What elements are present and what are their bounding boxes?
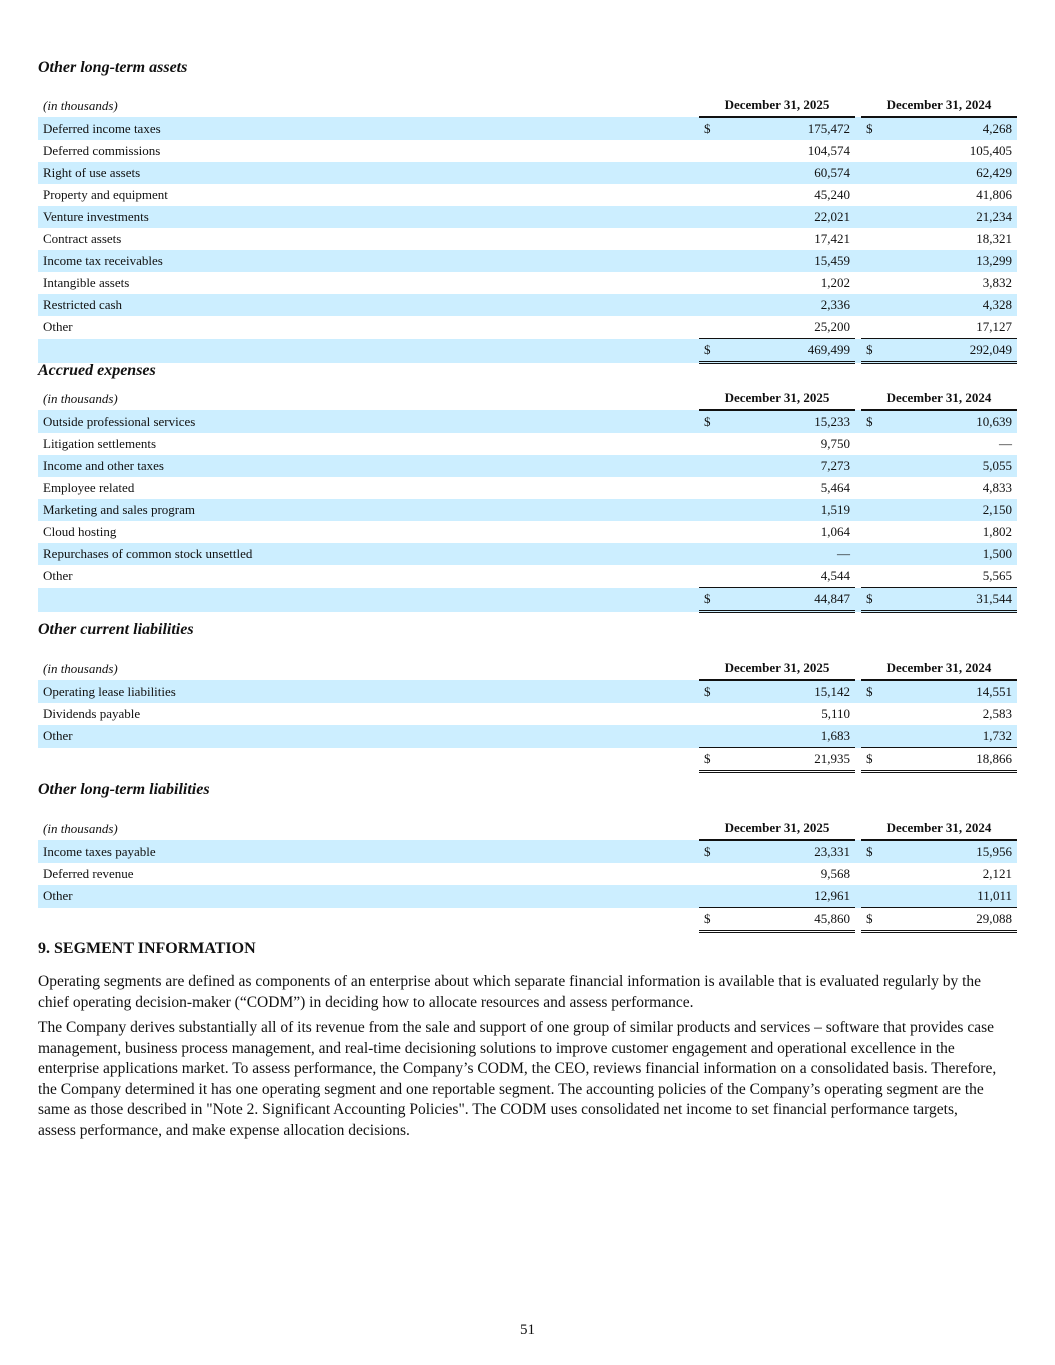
table-row [38,863,1017,885]
table-row [38,410,1017,433]
row-label: Outside professional services [38,410,699,433]
table-total-row [38,339,1017,363]
value-2025: 1,683 [726,725,855,748]
value-2025: 23,331 [726,840,855,863]
row-label: Marketing and sales program [38,499,699,521]
column-header-2024: December 31, 2024 [861,657,1017,680]
currency-symbol: $ [699,748,726,772]
total-label [38,748,699,772]
value-2024: 4,268 [888,117,1017,140]
value-2024: 5,565 [982,568,1012,583]
currency-symbol: $ [699,840,726,863]
currency-symbol: $ [861,410,888,433]
segment-information-heading: 9. SEGMENT INFORMATION [38,940,256,957]
table-row [38,521,1017,543]
table-row [38,725,1017,748]
value-2024: 4,833 [982,480,1012,495]
row-label: Contract assets [43,231,122,246]
table-accrued-expenses [38,387,1017,613]
value-2024: 15,956 [888,840,1017,863]
currency-symbol [861,521,888,543]
table-other-long-term-assets [38,94,1017,364]
value-2025: 5,464 [820,480,850,495]
value-2025: 15,142 [726,680,855,703]
column-header-2025: December 31, 2025 [699,817,855,840]
total-label [38,588,699,612]
table-row [38,117,1017,140]
row-label: Repurchases of common stock unsettled [38,543,699,565]
currency-symbol [699,703,726,725]
value-2024: 2,583 [982,706,1012,721]
row-label: Other [38,885,699,908]
currency-symbol [699,206,726,228]
table-row [38,543,1017,565]
row-label: Other [43,568,73,584]
page-number: 51 [520,1322,535,1338]
value-2025: — [726,543,855,565]
row-label: Deferred commissions [43,143,161,158]
column-header-2025: December 31, 2025 [699,657,855,680]
total-2024: 29,088 [888,908,1017,932]
currency-symbol: $ [861,680,888,703]
value-2025: 60,574 [726,162,855,184]
value-2025: 5,110 [821,706,850,721]
table-row [38,455,1017,477]
table-total-row [38,748,1017,772]
row-label: Property and equipment [43,187,168,202]
total-2025: 45,860 [726,908,855,932]
unit-label: (in thousands) [43,390,118,406]
table-row [38,294,1017,316]
currency-symbol [699,455,726,477]
value-2024: 4,328 [888,294,1017,316]
section-title-accrued-expenses: Accrued expenses [38,362,156,379]
table-row [38,272,1017,294]
currency-symbol: $ [699,908,726,932]
value-2024: 10,639 [888,410,1017,433]
value-2025: 1,202 [820,275,850,290]
value-2024: 2,121 [982,866,1012,881]
table-row [38,885,1017,908]
row-label: Litigation settlements [43,436,157,451]
row-label: Operating lease liabilities [38,680,699,703]
table-header-row [38,94,1017,117]
currency-symbol: $ [861,908,888,932]
row-label: Other [38,725,699,748]
row-label: Dividends payable [43,706,141,721]
currency-symbol: $ [699,680,726,703]
value-2025: 12,961 [726,885,855,908]
row-label: Deferred revenue [43,866,134,881]
unit-label: (in thousands) [43,97,118,113]
currency-symbol [861,206,888,228]
currency-symbol [861,863,888,885]
table-row [38,433,1017,455]
table-row [38,477,1017,499]
total-2025: 21,935 [726,748,855,772]
currency-symbol [699,543,726,565]
currency-symbol [699,162,726,184]
value-2025: 1,064 [820,524,850,539]
currency-symbol [861,885,888,908]
currency-symbol [699,521,726,543]
currency-symbol [699,499,726,521]
table-row [38,840,1017,863]
value-2024: 1,500 [888,543,1017,565]
value-2024: 2,150 [888,499,1017,521]
currency-symbol [861,316,888,339]
currency-symbol [861,499,888,521]
currency-symbol: $ [699,339,726,363]
section-title-other-long-term-liabilities: Other long-term liabilities [38,781,210,798]
row-label: Deferred income taxes [38,117,699,140]
value-2024: 105,405 [969,143,1012,158]
value-2024: 18,321 [976,231,1012,246]
value-2025: 104,574 [807,143,850,158]
currency-symbol [699,477,726,499]
currency-symbol [699,228,726,250]
value-2025: 9,750 [820,436,850,451]
value-2024: 41,806 [976,187,1012,202]
value-2024: 17,127 [976,319,1012,334]
table-header-row [38,657,1017,680]
table-row [38,565,1017,588]
table-row [38,703,1017,725]
currency-symbol [861,433,888,455]
value-2025: 9,568 [820,866,850,881]
currency-symbol [699,140,726,162]
value-2024: 1,802 [982,524,1012,539]
table-row [38,316,1017,339]
currency-symbol [861,565,888,588]
value-2025: 175,472 [726,117,855,140]
table-header-row [38,817,1017,840]
currency-symbol: $ [699,588,726,612]
value-2025: 22,021 [726,206,855,228]
value-2025: 4,544 [820,568,850,583]
currency-symbol: $ [699,410,726,433]
currency-symbol [699,184,726,206]
currency-symbol [699,433,726,455]
table-row [38,250,1017,272]
total-2025: 469,499 [726,339,855,363]
currency-symbol: $ [699,117,726,140]
section-title-other-current-liabilities: Other current liabilities [38,621,194,638]
row-label: Income tax receivables [38,250,699,272]
value-2024: 14,551 [888,680,1017,703]
value-2024: 3,832 [982,275,1012,290]
row-label: Income taxes payable [38,840,699,863]
value-2024: — [999,436,1012,451]
row-label: Intangible assets [43,275,130,290]
currency-symbol [861,228,888,250]
currency-symbol [699,863,726,885]
column-header-2024: December 31, 2024 [861,817,1017,840]
currency-symbol [861,703,888,725]
currency-symbol: $ [861,588,888,612]
section-title-other-long-term-assets: Other long-term assets [38,59,188,76]
column-header-2025: December 31, 2025 [699,387,855,410]
total-2025: 44,847 [726,588,855,612]
row-label: Other [43,319,73,335]
table-row [38,140,1017,162]
segment-paragraph-1: Operating segments are defined as components of an enterprise about which separate financial information is available that is evaluated regularly by the chief operating decision-maker (“CODM”) in deciding how to allocate resources and assess performance. [38,973,982,1011]
column-header-2024: December 31, 2024 [861,94,1017,117]
currency-symbol [699,725,726,748]
row-label: Cloud hosting [43,524,117,539]
currency-symbol: $ [861,840,888,863]
unit-label: (in thousands) [43,820,118,836]
currency-symbol [861,250,888,272]
unit-label: (in thousands) [43,660,118,676]
value-2025: 7,273 [726,455,855,477]
currency-symbol [861,162,888,184]
table-row [38,228,1017,250]
value-2024: 5,055 [888,455,1017,477]
total-2024: 31,544 [888,588,1017,612]
currency-symbol [861,140,888,162]
total-2024: 292,049 [888,339,1017,363]
currency-symbol: $ [861,117,888,140]
currency-symbol [861,294,888,316]
row-label: Employee related [43,480,135,495]
table-row [38,184,1017,206]
currency-symbol [699,294,726,316]
currency-symbol [699,885,726,908]
total-label [38,339,699,363]
value-2024: 62,429 [888,162,1017,184]
value-2024: 13,299 [888,250,1017,272]
currency-symbol [861,543,888,565]
value-2024: 1,732 [888,725,1017,748]
table-row [38,162,1017,184]
currency-symbol [861,184,888,206]
value-2025: 15,459 [726,250,855,272]
table-row [38,499,1017,521]
currency-symbol [861,455,888,477]
value-2025: 1,519 [726,499,855,521]
table-other-current-liabilities [38,657,1017,773]
total-2024: 18,866 [888,748,1017,772]
currency-symbol: $ [861,748,888,772]
total-label [38,908,699,932]
row-label: Venture investments [38,206,699,228]
value-2025: 2,336 [726,294,855,316]
table-total-row [38,908,1017,932]
segment-paragraph-2: The Company derives substantially all of its revenue from the sale and support of one group of similar products and services – software that provides case management, business process management, and real-time decisioning solutions to improve customer engagement and operational excellence in the enterprise applications market. To assess performance, the Company’s CODM, the CEO, reviews financial information on a consolidated basis. Therefore, the Company determined it has one operating segment and one reportable segment. The accounting policies of the Company’s operating segment are the same as those described in "Note 2. Significant Accounting Policies". The CODM uses consolidated net income to set financial performance targets, assess performance, and make expense allocation decisions. [38,1019,997,1139]
column-header-2024: December 31, 2024 [861,387,1017,410]
currency-symbol [699,565,726,588]
table-row [38,206,1017,228]
column-header-2025: December 31, 2025 [699,94,855,117]
table-header-row [38,387,1017,410]
value-2025: 15,233 [726,410,855,433]
currency-symbol [861,477,888,499]
currency-symbol [699,316,726,339]
row-label: Income and other taxes [38,455,699,477]
currency-symbol: $ [861,339,888,363]
table-row [38,680,1017,703]
row-label: Restricted cash [38,294,699,316]
currency-symbol [699,272,726,294]
table-other-long-term-liabilities [38,817,1017,933]
value-2025: 17,421 [814,231,850,246]
currency-symbol [861,725,888,748]
table-total-row [38,588,1017,612]
currency-symbol [861,272,888,294]
currency-symbol [699,250,726,272]
value-2024: 11,011 [888,885,1017,908]
value-2024: 21,234 [888,206,1017,228]
row-label: Right of use assets [38,162,699,184]
value-2025: 45,240 [814,187,850,202]
value-2025: 25,200 [814,319,850,334]
